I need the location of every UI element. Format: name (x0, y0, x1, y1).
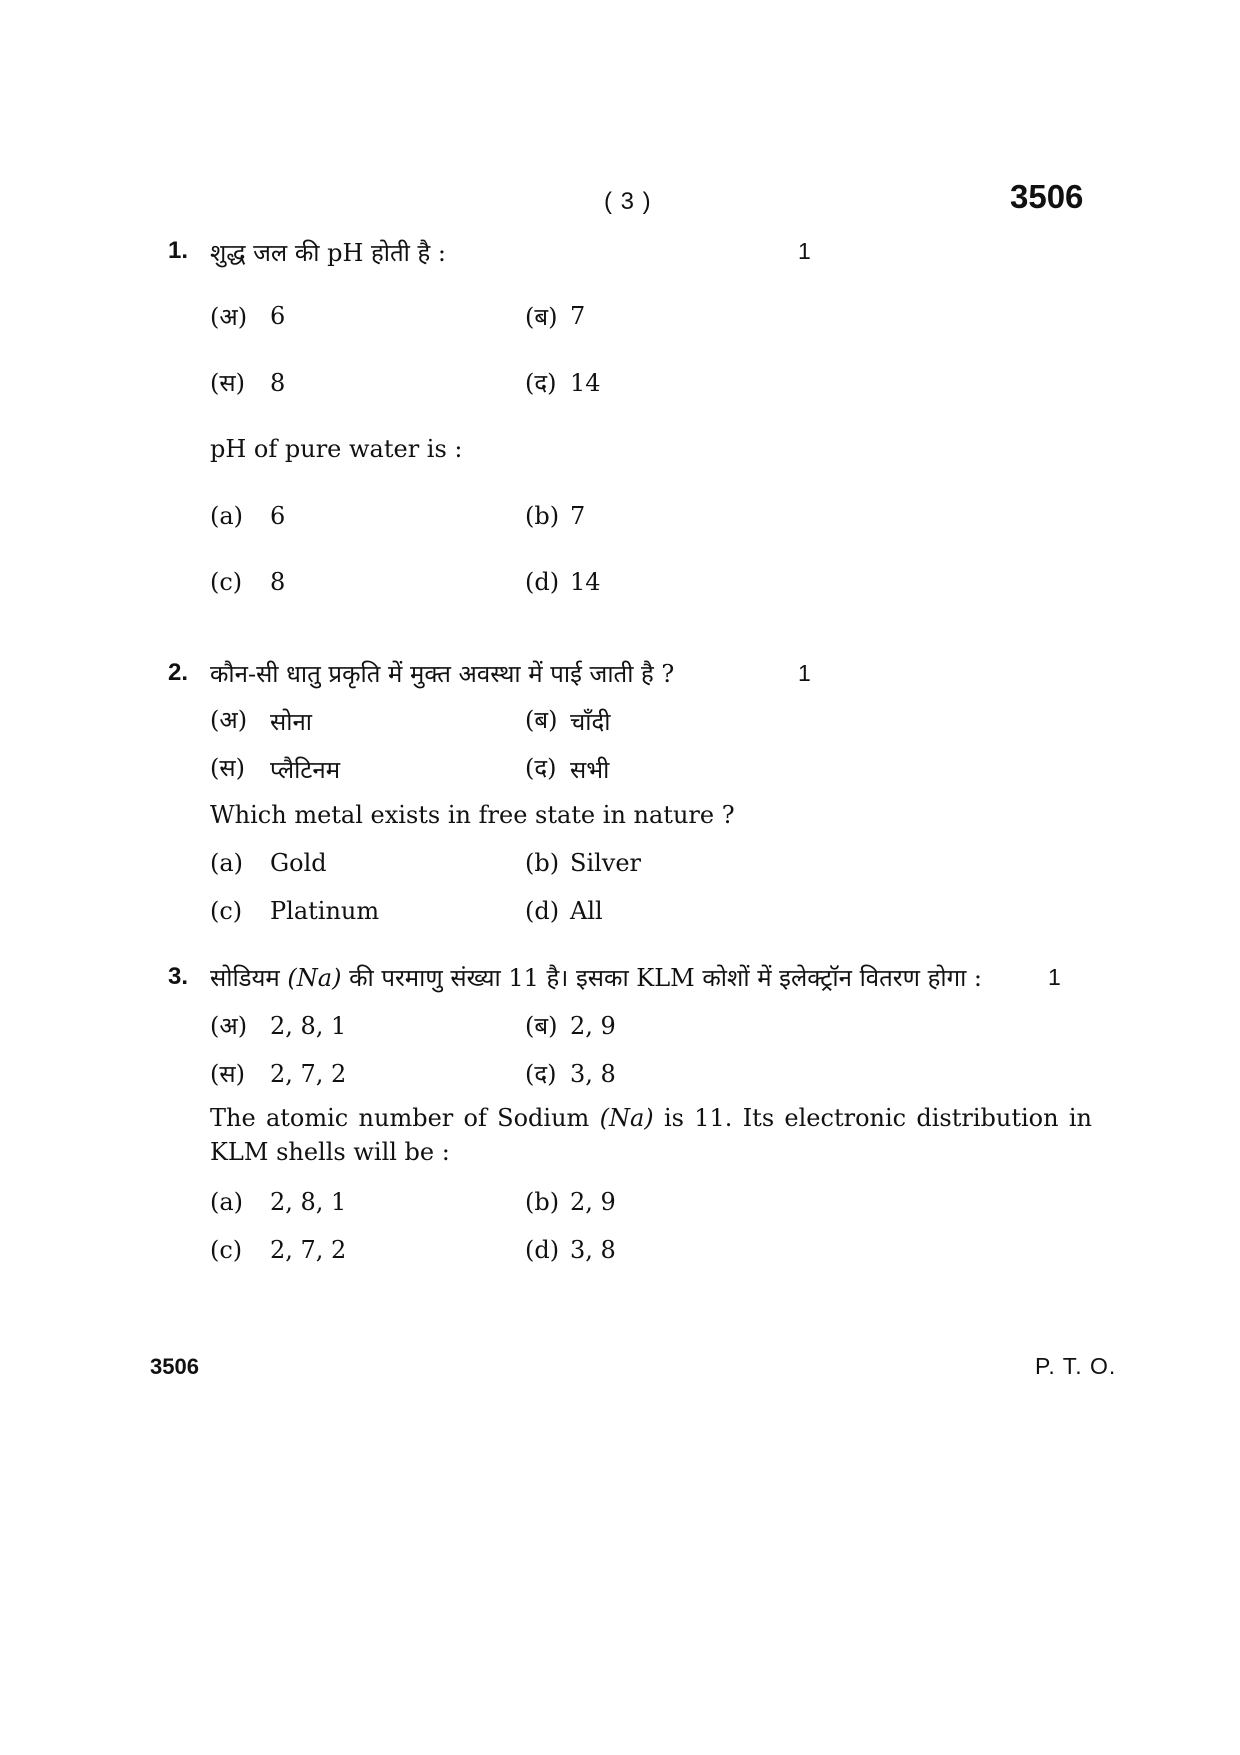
option-text: 2, 7, 2 (270, 1060, 347, 1088)
option-text: 6 (270, 302, 286, 330)
option-label: (b) (525, 849, 560, 877)
option-label: (c) (210, 1236, 243, 1264)
option-label: (ब) (525, 706, 558, 734)
option-label: (द) (525, 754, 557, 782)
option-text: चाँदी (570, 708, 611, 736)
option-label: (ब) (525, 303, 558, 331)
option-text: 2, 9 (570, 1012, 616, 1040)
option-label: (अ) (210, 303, 248, 331)
option-label: (d) (525, 1236, 560, 1264)
question-marks: 1 (798, 238, 811, 264)
option-label: (a) (210, 1188, 244, 1216)
option-label: (a) (210, 849, 244, 877)
option-label: (स) (210, 1060, 245, 1088)
option-text: 8 (270, 568, 286, 596)
paper-code-header: 3506 (1010, 178, 1084, 215)
option-label: (d) (525, 897, 560, 925)
option-text: 2, 8, 1 (270, 1012, 347, 1040)
option-text: 2, 8, 1 (270, 1188, 347, 1216)
option-text: 3, 8 (570, 1236, 616, 1264)
option-text: प्लैटिनम (270, 756, 341, 784)
page-number: ( 3 ) (604, 188, 652, 215)
option-text: 2, 7, 2 (270, 1236, 347, 1264)
question-text-english (210, 1101, 1092, 1169)
question-marks: 1 (798, 660, 811, 686)
option-text: Silver (570, 849, 642, 877)
option-text: 14 (570, 568, 601, 596)
formula-na: (Na) (287, 964, 342, 992)
option-label: (c) (210, 568, 243, 596)
question-marks: 1 (1048, 964, 1061, 990)
option-label: (ब) (525, 1012, 558, 1040)
question-text-english: pH of pure water is : (210, 435, 463, 463)
option-text: सोना (270, 708, 312, 736)
question-number: 1. (168, 237, 189, 264)
option-text: 7 (570, 302, 586, 330)
question-text-hindi: कौन-सी धातु प्रकृति में मुक्त अवस्था में पाई जाती है ? (210, 660, 675, 688)
option-label: (c) (210, 897, 243, 925)
option-text: 14 (570, 369, 601, 397)
please-turn-over: P. T. O. (1035, 1353, 1117, 1379)
question-number: 2. (168, 659, 189, 686)
option-text: 6 (270, 502, 286, 530)
option-text: Gold (270, 849, 327, 877)
question-text-english: Which metal exists in free state in nature ? (210, 801, 735, 829)
option-label: (अ) (210, 1012, 248, 1040)
option-text: 7 (570, 502, 586, 530)
option-label: (द) (525, 369, 557, 397)
question-text-part: The atomic number of Sodium (210, 1104, 600, 1132)
option-label: (द) (525, 1060, 557, 1088)
option-text: सभी (570, 756, 610, 784)
option-text: Platinum (270, 897, 380, 925)
question-text-part: सोडियम (210, 964, 288, 992)
option-label: (स) (210, 369, 245, 397)
option-text: 3, 8 (570, 1060, 616, 1088)
formula-na: (Na) (599, 1104, 654, 1132)
option-label: (स) (210, 754, 245, 782)
option-label: (b) (525, 502, 560, 530)
option-label: (a) (210, 502, 244, 530)
option-label: (d) (525, 568, 560, 596)
option-label: (b) (525, 1188, 560, 1216)
question-text-hindi (210, 961, 1068, 994)
option-text: All (570, 897, 603, 925)
question-text-hindi: शुद्ध जल की pH होती है : (210, 239, 446, 267)
option-text: 8 (270, 369, 286, 397)
question-number: 3. (168, 963, 189, 990)
option-label: (अ) (210, 706, 248, 734)
question-text-part: की परमाणु संख्या 11 है। इसका KLM कोशों में इलेक्ट्रॉन वितरण होगा : (341, 964, 983, 992)
option-text: 2, 9 (570, 1188, 616, 1216)
paper-code-footer: 3506 (150, 1354, 199, 1379)
question-text-part: is 11. Its electronic distribution in KLM shells will be : (210, 1104, 1093, 1166)
